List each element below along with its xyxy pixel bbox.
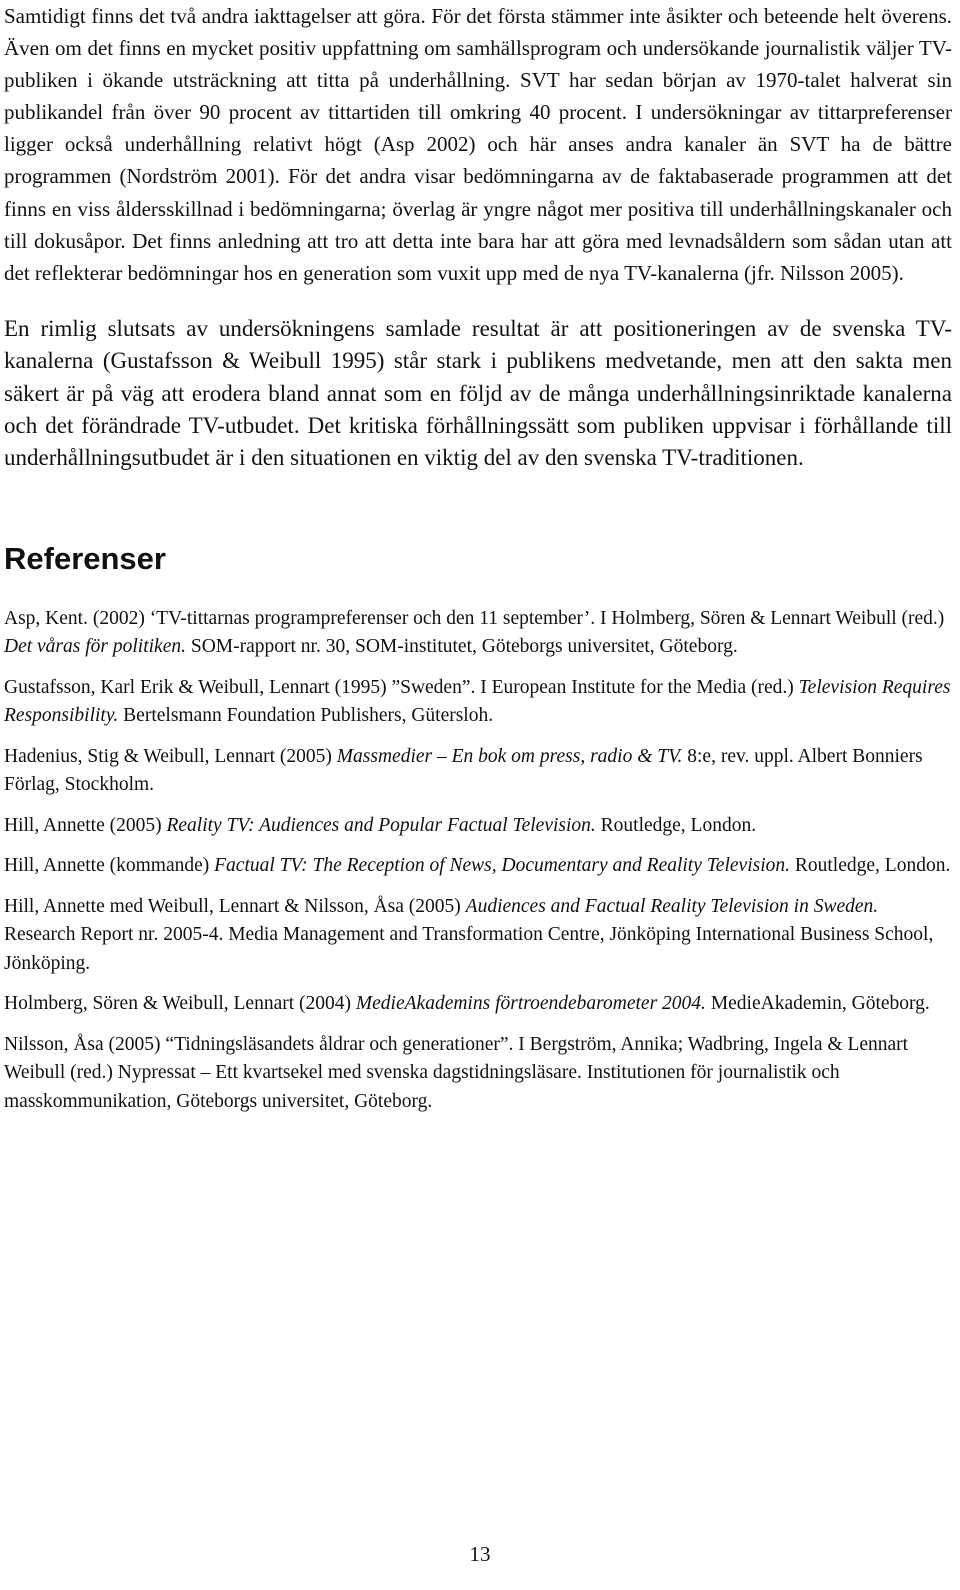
reference-item [4, 852, 952, 881]
reference-item [4, 893, 952, 979]
reference-item [4, 1031, 952, 1117]
reference-text: Hill, Annette (2005) [4, 814, 167, 836]
reference-text: Hill, Annette (kommande) [4, 855, 215, 877]
body-paragraph-2: En rimlig slutsats av undersökningens samlade resultat är att positioneringen av de svenska TV-kanalerna (Gustafsson & Weibull 1995) står stark i publikens medvetande, men att den sakta men säkert är på väg att erodera bland annat som en följd av de många underhållningsinriktade kanalerna och det förändrade TV-utbudet. Det kritiska förhållningssätt som publiken uppvisar i förhållande till underhållningsutbudet är i den situationen en viktig del av den svenska TV-traditionen. [4, 315, 952, 471]
reference-title: Det våras för politiken. [4, 636, 186, 658]
reference-text: Bertelsmann Foundation Publishers, Gütersloh. [118, 705, 494, 727]
references-list [4, 605, 952, 1117]
reference-text: Research Report nr. 2005-4. Media Management and Transformation Centre, Jönköping International Business School, Jönköping. [4, 924, 934, 974]
reference-text: Holmberg, Sören & Weibull, Lennart (2004) [4, 993, 356, 1015]
reference-item [4, 743, 952, 800]
reference-title: Reality TV: Audiences and Popular Factual Television. [166, 814, 596, 836]
reference-title: Massmedier – En bok om press, radio & TV. [336, 745, 683, 767]
reference-text: Hill, Annette med Weibull, Lennart & Nilsson, Åsa (2005) [4, 895, 466, 917]
reference-title: Factual TV: The Reception of News, Documentary and Reality Television. [214, 855, 790, 877]
references-heading: Referenser [4, 540, 166, 576]
reference-item [4, 674, 952, 731]
reference-text: Asp, Kent. (2002) ‘TV-tittarnas programpreferenser och den 11 september’. I Holmberg, Sören & Lennart Weibull (red.) [4, 607, 945, 629]
page-number: 13 [469, 1542, 491, 1566]
reference-text: 8:e, rev. uppl. Albert Bonniers Förlag, Stockholm. [4, 745, 923, 796]
reference-text: Routledge, London. [790, 855, 951, 877]
reference-text: Routledge, London. [595, 814, 757, 836]
reference-item [4, 812, 952, 841]
reference-text: MedieAkademin, Göteborg. [705, 993, 930, 1015]
reference-text: SOM-rapport nr. 30, SOM-institutet, Göteborgs universitet, Göteborg. [185, 636, 738, 658]
reference-text: Gustafsson, Karl Erik & Weibull, Lennart (1995) ”Sweden”. I European Institute for the Media (red.) [4, 676, 799, 698]
document-page [4, 0, 952, 1128]
reference-item [4, 605, 952, 662]
body-paragraph-1: Samtidigt finns det två andra iakttagelser att göra. För det första stämmer inte åsikter och beteende helt överens. Även om det finns en mycket positiv uppfattning om samhällsprogram och undersökande journalistik väljer TV-publiken i ökande utsträckning att titta på underhållning. SVT har sedan början av 1970-talet halverat sin publikandel från över 90 procent av tittartiden till omkring 40 procent. I undersökningar av tittarpreferenser ligger också underhållning relativt högt (Asp 2002) och här anses andra kanaler än SVT ha de bättre programmen (Nordström 2001). För det andra visar bedömningarna av de faktabaserade programmen att det finns en viss åldersskillnad i bedömningarna; överlag är yngre något mer positiva till underhållningskanaler och till dokusåpor. Det finns anledning att tro att detta inte bara har att göra med levnadsåldern som sådan utan att det reflekterar bedömningar hos en generation som vuxit upp med de nya TV-kanalerna (jfr. Nilsson 2005). [4, 4, 952, 285]
reference-text: Nilsson, Åsa (2005) “Tidningsläsandets åldrar och generationer”. I Bergström, Annika; Wadbring, Ingela & Lennart Weibull (red.) Nypressat – Ett kvartsekel med svenska dagstidningsläsare. Institutionen för journalistik och masskommunikation, Göteborgs universitet, Göteborg. [4, 1033, 909, 1112]
reference-title: Audiences and Factual Reality Television in Sweden. [465, 895, 879, 917]
reference-title: MedieAkademins förtroendebarometer 2004. [355, 993, 706, 1015]
reference-text: Hadenius, Stig & Weibull, Lennart (2005) [4, 745, 337, 767]
reference-item [4, 990, 952, 1019]
reference-title: Television Requires Responsibility. [4, 676, 951, 727]
